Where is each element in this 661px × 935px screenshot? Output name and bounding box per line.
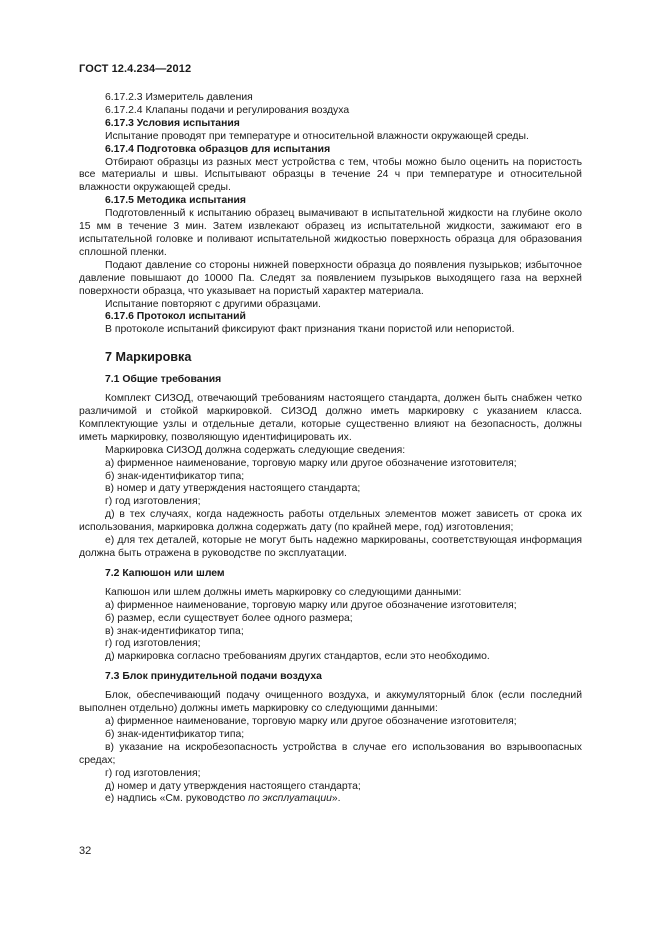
list-item: б) размер, если существует более одного размера; (105, 612, 353, 624)
list-item: г) год изготовления; (105, 767, 201, 779)
paragraph: Маркировка СИЗОД должна содержать следующие сведения: (105, 444, 406, 456)
subclause-heading: 6.17.5 Методика испытания (105, 195, 246, 207)
paragraph: Испытание проводят при температуре и относительной влажности окружающей среды. (105, 130, 529, 142)
paragraph: Испытание повторяют с другими образцами. (105, 298, 321, 310)
list-item: д) маркировка согласно требованиям других стандартов, если это необходимо. (105, 651, 490, 663)
paragraph: Капюшон или шлем должны иметь маркировку со следующими данными: (105, 586, 462, 598)
list-item: в) указание на искробезопасность устройства в случае его использования во взрывоопасных средах; (79, 741, 582, 766)
subclause-line: 6.17.2.3 Измеритель давления (105, 92, 253, 103)
list-item: б) знак-идентификатор типа; (105, 470, 245, 482)
list-item: а) фирменное наименование, торговую марку или другое обозначение изготовителя; (105, 599, 517, 611)
list-item (79, 793, 582, 806)
page-number: 32 (79, 845, 92, 857)
subclause-heading: 6.17.4 Подготовка образцов для испытания (105, 143, 331, 155)
list-item: в) знак-идентификатор типа; (105, 625, 244, 637)
list-item-text: е) надпись «См. руководство (105, 793, 249, 805)
subclause-heading: 6.17.6 Протокол испытаний (105, 311, 246, 323)
subclause-heading: 6.17.3 Условия испытания (105, 117, 240, 129)
list-item: г) год изготовления; (105, 638, 201, 650)
clause-heading: 7.3 Блок принудительной подачи воздуха (105, 671, 322, 683)
list-item: г) год изготовления; (105, 496, 201, 508)
list-item-text: ». (331, 793, 341, 805)
document-body (79, 92, 582, 806)
list-item: д) номер и дату утверждения настоящего стандарта; (105, 780, 361, 792)
section-heading: 7 Маркировка (105, 350, 192, 365)
paragraph: Подготовленный к испытанию образец вымачивают в испытательной жидкости на глубине около 15 мм в течение 3 мин. Затем извлекают образец из испытательной жидкости, зажимают его в испытательной головке и поливают испытательной жидкостью поверхность образца для образования сплошной пленки. (79, 208, 582, 258)
paragraph: В протоколе испытаний фиксируют факт признания ткани пористой или непористой. (105, 324, 515, 336)
paragraph: Отбирают образцы из разных мест устройства с тем, чтобы можно было оценить на пористость все материалы и швы. Испытывают образцы в течение 24 ч при температуре и относительной влажности окружающей среды. (79, 156, 582, 194)
italic-text: по эксплуатации (248, 793, 332, 805)
paragraph: Подают давление со стороны нижней поверхности образца до появления пузырьков; избыточное давление повышают до 10000 Па. Следят за появлением пузырьков выходящего газа на верхней поверхности образца, что указывает на пористый характер материала. (79, 259, 582, 297)
subclause-line: 6.17.2.4 Клапаны подачи и регулирования воздуха (105, 104, 350, 116)
list-item: а) фирменное наименование, торговую марку или другое обозначение изготовителя; (105, 715, 517, 727)
list-item: а) фирменное наименование, торговую марку или другое обозначение изготовителя; (105, 457, 517, 469)
list-item: б) знак-идентификатор типа; (105, 728, 245, 740)
paragraph: Комплект СИЗОД, отвечающий требованиям настоящего стандарта, должен быть снабжен четко различимой и стойкой маркировкой. СИЗОД должно иметь маркировку с указанием класса. Комплектующие узлы и отдельные детали, которые существенно влияют на безопасность, должны иметь маркировку, позволяющую идентифицировать их. (79, 393, 582, 443)
list-item: е) для тех деталей, которые не могут быть надежно маркированы, соответствующая информация должна быть отражена в руководстве по эксплуатации. (79, 535, 582, 559)
clause-heading: 7.1 Общие требования (105, 374, 222, 386)
clause-heading: 7.2 Капюшон или шлем (105, 567, 225, 579)
document-header: ГОСТ 12.4.234—2012 (79, 63, 192, 75)
list-item: д) в тех случаях, когда надежность работы отдельных элементов может зависеть от срока их использования, маркировка должна содержать дату (по крайней мере, год) изготовления; (79, 509, 582, 534)
paragraph: Блок, обеспечивающий подачу очищенного воздуха, и аккумуляторный блок (если последний выполнен отдельно) должны иметь маркировку со следующими данными: (79, 690, 582, 715)
list-item: в) номер и дату утверждения настоящего стандарта; (105, 483, 361, 495)
